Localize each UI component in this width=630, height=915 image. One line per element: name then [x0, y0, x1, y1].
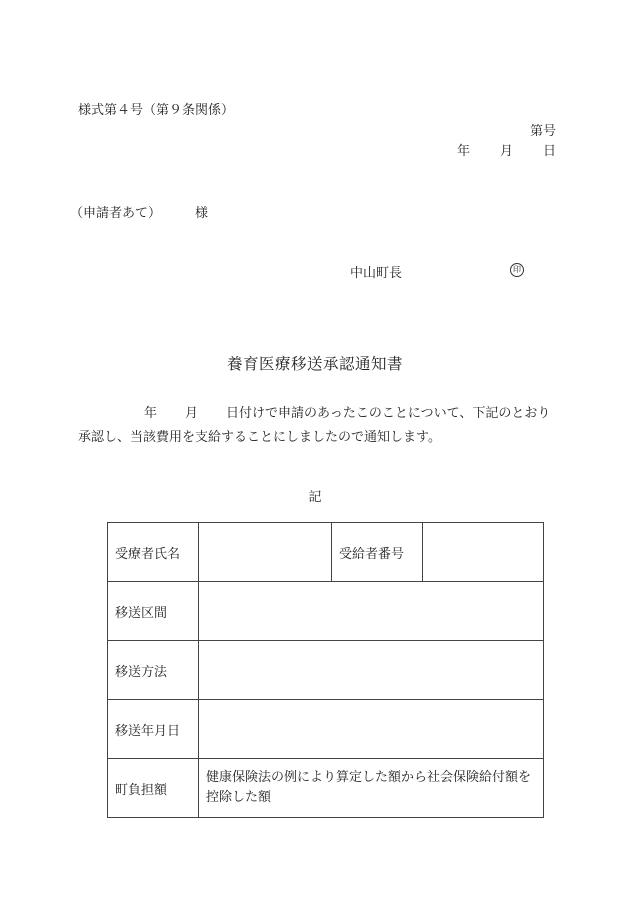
transfer-date-value [199, 700, 544, 759]
patient-name-label: 受療者氏名 [108, 523, 199, 582]
transfer-section-value [199, 582, 544, 641]
transfer-method-label: 移送方法 [108, 641, 199, 700]
document-number: 第号 [529, 124, 556, 139]
recipient-number-label: 受給者番号 [332, 523, 423, 582]
date-year: 年 [456, 144, 470, 159]
table-row [108, 582, 544, 641]
table-row [108, 759, 544, 818]
details-table [107, 522, 544, 818]
body-month: 月 [185, 406, 199, 421]
document-title: 養育医療移送承認通知書 [226, 355, 403, 373]
honorific: 様 [195, 206, 209, 221]
table-row [108, 641, 544, 700]
issue-date [457, 140, 556, 159]
transfer-method-value [199, 641, 544, 700]
town-burden-note: 健康保険法の例により算定した額から社会保険給付額を控除した額 [199, 759, 544, 818]
date-month: 月 [499, 144, 513, 159]
patient-name-value [199, 523, 332, 582]
recipient-number-value [423, 523, 544, 582]
form-number: 様式第４号（第９条関係） [78, 103, 235, 118]
table-row [108, 700, 544, 759]
transfer-section-label: 移送区間 [108, 582, 199, 641]
town-burden-label: 町負担額 [108, 759, 199, 818]
date-day: 日 [542, 144, 556, 159]
addressee-line [70, 202, 208, 221]
addressee: （申請者あて） [70, 206, 162, 221]
issuer-name: 中山町長 [350, 266, 403, 281]
seal-mark: 印 [510, 263, 524, 277]
body-year: 年 [144, 406, 158, 421]
notice-body [78, 402, 558, 450]
table-row [108, 523, 544, 582]
ki-heading: 記 [308, 490, 322, 505]
transfer-date-label: 移送年月日 [108, 700, 199, 759]
body-text: 日付けで申請のあったこのことについて、下記のとおり承認し、当該費用を支給することにしましたので通知します。 [78, 406, 551, 445]
